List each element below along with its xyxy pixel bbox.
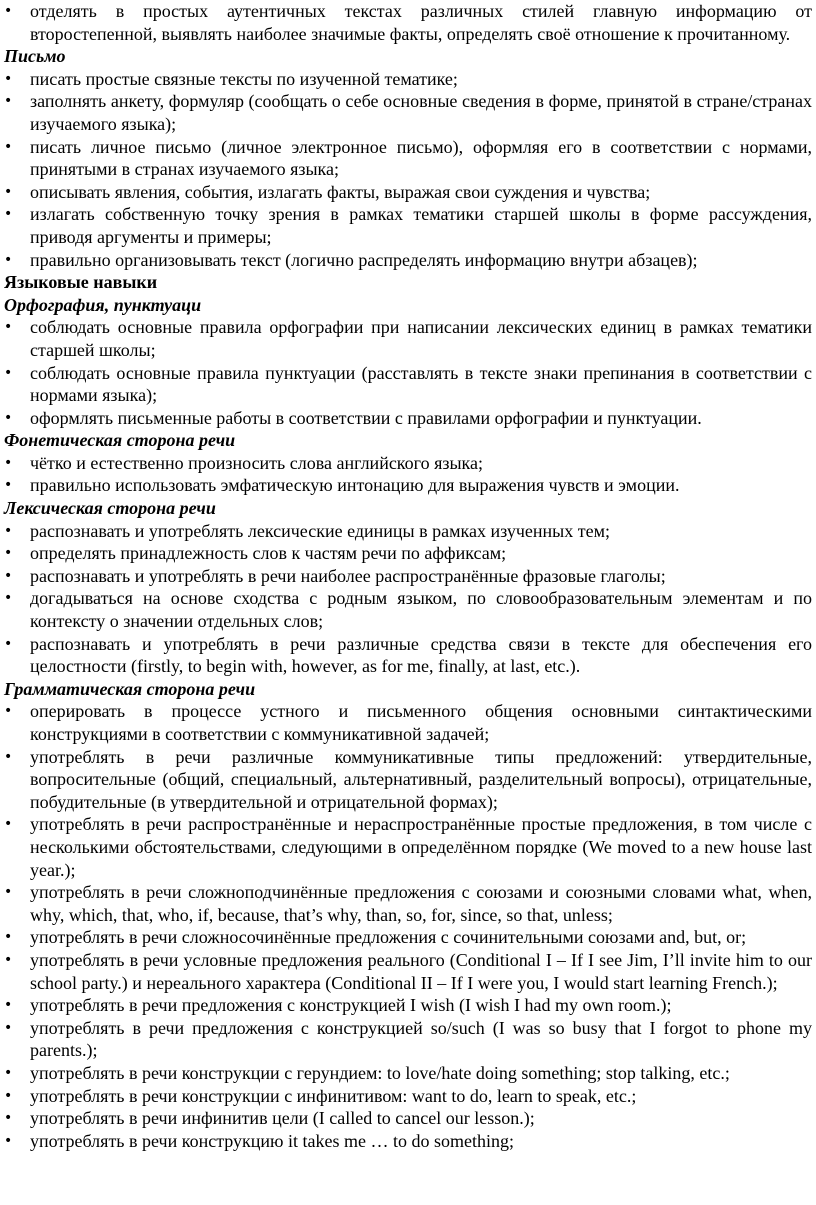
list-item: • употреблять в речи сложноподчинённые предложения с союзами и союзными словами what, when, why, which, that, who, if, because, that’s why, than, so, for, since, so that, unless; <box>4 881 812 926</box>
section-heading: Языковые навыки <box>4 272 158 293</box>
list-item: • употреблять в речи распространённые и нераспространённые простые предложения, в том числе с несколькими обстоятельствами, следующими в определённом порядке (We moved to a new house last year.); <box>4 813 812 881</box>
list-item: • употреблять в речи различные коммуникативные типы предложений: утвердительные, вопросительные (общий, специальный, альтернативный, разделительный вопросы), отрицательные, побудительные (в утвердительной и отрицательной формах); <box>4 746 812 814</box>
section-heading: Лексическая сторона речи <box>4 498 216 519</box>
list-item: • излагать собственную точку зрения в рамках тематики старшей школы в форме рассуждения, приводя аргументы и примеры; <box>4 203 812 248</box>
list-item: • соблюдать основные правила орфографии при написании лексических единиц в рамках тематики старшей школы; <box>4 316 812 361</box>
list-item: • определять принадлежность слов к частям речи по аффиксам; <box>4 542 812 565</box>
bullet-list <box>4 316 812 429</box>
list-item: • употреблять в речи предложения с конструкцией I wish (I wish I had my own room.); <box>4 994 812 1017</box>
list-item: • употреблять в речи конструкции с герундием: to love/hate doing something; stop talking, etc.; <box>4 1062 812 1085</box>
list-item: • употреблять в речи условные предложения реального (Conditional I – If I see Jim, I’ll invite him to our school party.) и нереального характера (Conditional II – If I were you, I would start learning French.); <box>4 949 812 994</box>
section-heading: Фонетическая сторона речи <box>4 430 236 451</box>
list-item: • оперировать в процессе устного и письменного общения основными синтактическими конструкциями в соответствии с коммуникативной задачей; <box>4 700 812 745</box>
list-item: • распознавать и употреблять в речи наиболее распространённые фразовые глаголы; <box>4 565 812 588</box>
list-item: • распознавать и употреблять лексические единицы в рамках изученных тем; <box>4 520 812 543</box>
section-heading: Орфография, пунктуаци <box>4 294 202 315</box>
list-item: • употреблять в речи инфинитив цели (I called to cancel our lesson.); <box>4 1107 812 1130</box>
list-item: • отделять в простых аутентичных текстах различных стилей главную информацию от второстепенной, выявлять наиболее значимые факты, определять своё отношение к прочитанному. <box>4 0 812 45</box>
list-item: • распознавать и употреблять в речи различные средства связи в тексте для обеспечения его целостности (firstly, to begin with, however, as for me, finally, at last, etc.). <box>4 633 812 678</box>
list-item: • употреблять в речи предложения с конструкцией so/such (I was so busy that I forgot to phone my parents.); <box>4 1017 812 1062</box>
list-item: • соблюдать основные правила пунктуации (расставлять в тексте знаки препинания в соответствии с нормами языка); <box>4 362 812 407</box>
list-item: • писать простые связные тексты по изученной тематике; <box>4 68 812 91</box>
section-heading: Грамматическая сторона речи <box>4 678 256 699</box>
list-item: • употреблять в речи конструкцию it takes me … to do something; <box>4 1130 812 1153</box>
list-item: • описывать явления, события, излагать факты, выражая свои суждения и чувства; <box>4 181 812 204</box>
bullet-list <box>4 452 812 497</box>
list-item: • оформлять письменные работы в соответствии с правилами орфографии и пунктуации. <box>4 407 812 430</box>
list-item: • заполнять анкету, формуляр (сообщать о себе основные сведения в форме, принятой в стране/странах изучаемого языка); <box>4 90 812 135</box>
bullet-list <box>4 520 812 678</box>
bullet-list <box>4 0 812 45</box>
document-content <box>4 0 812 1152</box>
list-item: • правильно использовать эмфатическую интонацию для выражения чувств и эмоции. <box>4 474 812 497</box>
list-item: • догадываться на основе сходства с родным языком, по словообразовательным элементам и по контексту о значении отдельных слов; <box>4 587 812 632</box>
list-item: • употреблять в речи конструкции с инфинитивом: want to do, learn to speak, etc.; <box>4 1085 812 1108</box>
bullet-list <box>4 68 812 271</box>
section-heading: Письмо <box>4 46 66 67</box>
list-item: • чётко и естественно произносить слова английского языка; <box>4 452 812 475</box>
bullet-list <box>4 700 812 1152</box>
list-item: • правильно организовывать текст (логично распределять информацию внутри абзацев); <box>4 249 812 272</box>
list-item: • писать личное письмо (личное электронное письмо), оформляя его в соответствии с нормами, принятыми в странах изучаемого языка; <box>4 136 812 181</box>
list-item: • употреблять в речи сложносочинённые предложения с сочинительными союзами and, but, or; <box>4 926 812 949</box>
